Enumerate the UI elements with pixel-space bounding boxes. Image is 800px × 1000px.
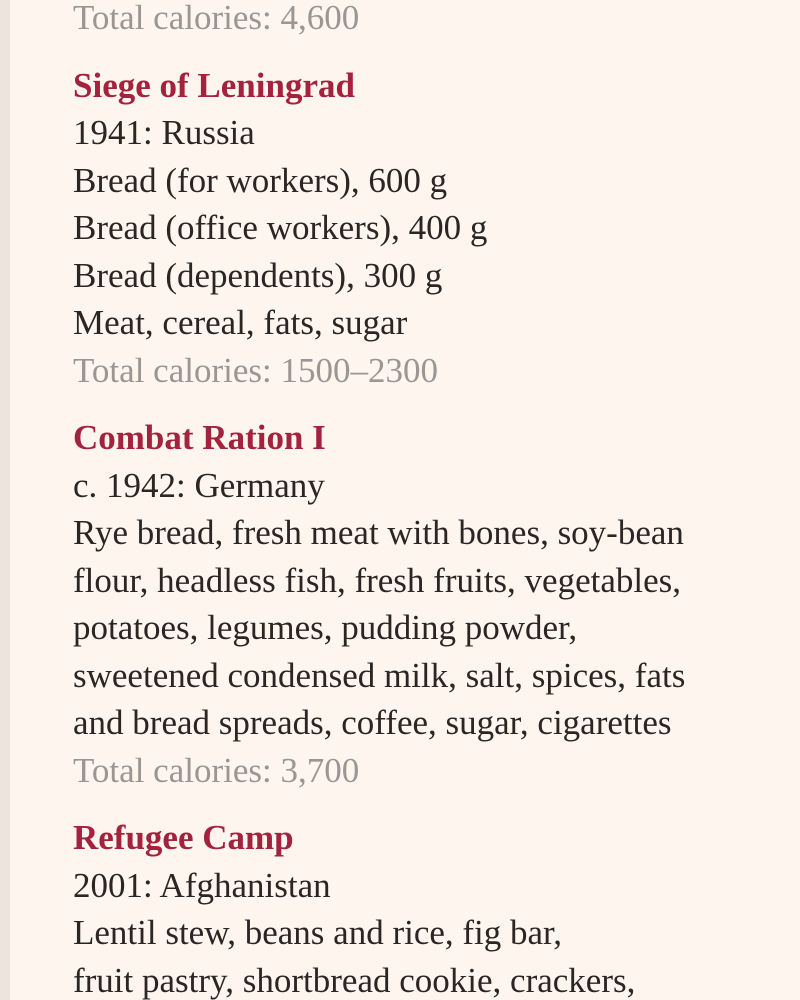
calorie-total: Total calories: 1500–2300 bbox=[73, 350, 438, 390]
ration-item: Bread (dependents), 300 g bbox=[73, 255, 443, 295]
date-place: 1941: Russia bbox=[73, 113, 255, 152]
ration-item: Bread (for workers), 600 g bbox=[73, 160, 448, 200]
ration-list bbox=[73, 0, 800, 1000]
ration-item: sweetened condensed milk, salt, spices, fats bbox=[73, 655, 686, 695]
ration-item: Bread (office workers), 400 g bbox=[73, 208, 488, 247]
ration-item: potatoes, legumes, pudding powder, bbox=[73, 608, 578, 647]
calorie-total: Total calories: 3,700 bbox=[73, 750, 360, 790]
ration-item: Meat, cereal, fats, sugar bbox=[73, 303, 408, 342]
section-title: Refugee Camp bbox=[73, 818, 294, 857]
ration-item: Lentil stew, beans and rice, fig bar, bbox=[73, 913, 563, 952]
date-place: 2001: Afghanistan bbox=[73, 865, 331, 905]
section-title: Siege of Leningrad bbox=[73, 65, 355, 105]
section-siege-of-leningrad bbox=[73, 62, 800, 395]
ration-item: flour, headless fish, fresh fruits, vegetables, bbox=[73, 560, 682, 600]
calorie-total: Total calories: 4,600 bbox=[73, 0, 360, 37]
section-refugee-camp bbox=[73, 814, 800, 1000]
section-title: Combat Ration I bbox=[73, 418, 326, 457]
section-combat-ration-i bbox=[73, 414, 800, 794]
ration-item: and bread spreads, coffee, sugar, cigarettes bbox=[73, 703, 672, 742]
ration-item: Rye bread, fresh meat with bones, soy-bean bbox=[73, 513, 684, 552]
previous-section-tail bbox=[73, 0, 800, 42]
ration-item: fruit pastry, shortbread cookie, crackers, bbox=[73, 960, 636, 1000]
date-place: c. 1942: Germany bbox=[73, 465, 325, 505]
